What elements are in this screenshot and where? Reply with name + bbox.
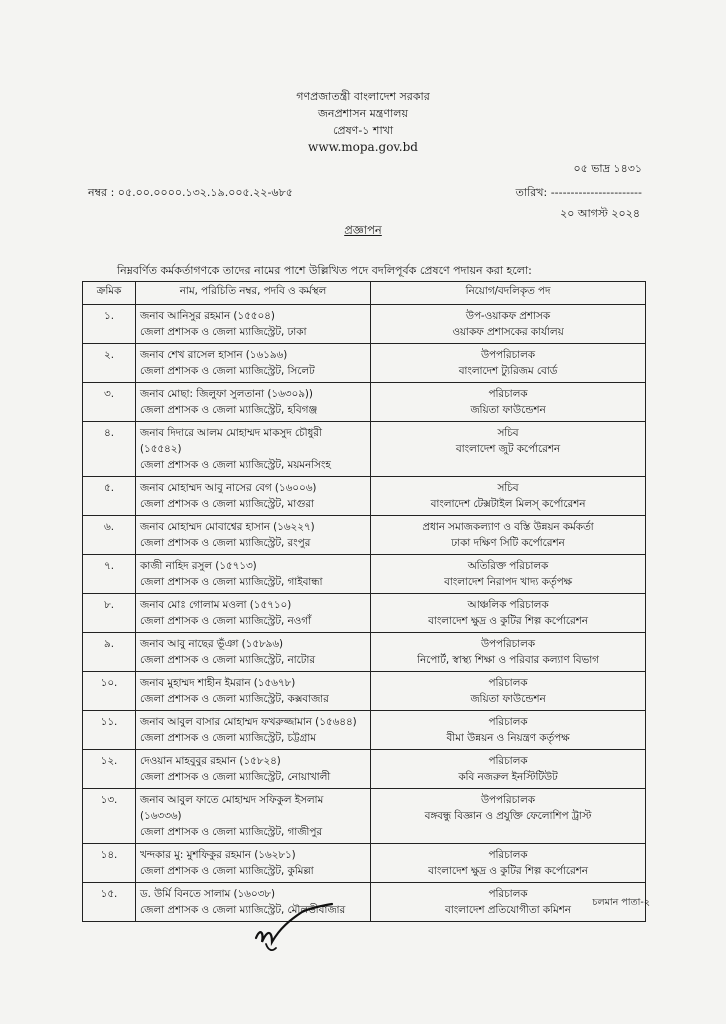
post-organization: জয়িতা ফাউন্ডেশন: [470, 404, 546, 416]
officer-name: জনাব মোছা: জিলুফা সুলতানা (১৬৩০৯)): [140, 388, 313, 400]
officer-cell: [136, 305, 371, 344]
post-cell: [371, 344, 646, 383]
officer-detail: জেলা প্রশাসক ও জেলা ম্যাজিস্ট্রেট, হবিগঞ্জ: [140, 404, 318, 416]
table-row: [83, 422, 646, 477]
table-row: [83, 344, 646, 383]
signature: [250, 898, 340, 958]
post-cell: [371, 633, 646, 672]
post-organization: বাংলাদেশ ক্ষুদ্র ও কুটির শিল্প কর্পোরেশন: [428, 615, 588, 627]
serial-cell: ১.: [83, 305, 136, 344]
serial-cell: ১৪.: [83, 844, 136, 883]
post-cell: [371, 555, 646, 594]
officer-detail: জেলা প্রশাসক ও জেলা ম্যাজিস্ট্রেট, চট্টগ্রাম: [140, 732, 316, 744]
officer-cell: [136, 594, 371, 633]
officer-detail: (১৬৩৩৬): [140, 810, 182, 822]
officer-cell: [136, 383, 371, 422]
table-body: [83, 305, 646, 922]
table-row: [83, 594, 646, 633]
post-organization: বাংলাদেশ প্রতিযোগীতা কমিশন: [445, 904, 571, 916]
officer-detail: জেলা প্রশাসক ও জেলা ম্যাজিস্ট্রেট, নোয়াখালী: [140, 771, 331, 783]
post-cell: [371, 750, 646, 789]
officer-cell: [136, 477, 371, 516]
table-row: [83, 516, 646, 555]
date-gregorian: ২০ আগস্ট ২০২৪: [560, 207, 640, 220]
post-title: পরিচালক: [488, 677, 528, 689]
post-organization: বঙ্গবন্ধু বিজ্ঞান ও প্রযুক্তি ফেলোশিপ ট্রাস্ট: [424, 810, 592, 822]
intro-text: নিম্নবর্ণিত কর্মকর্তাগণকে তাদের নামের পাশে উল্লিখিত পদে বদলিপূর্বক প্রেষণে পদায়ন করা হলো:: [117, 264, 532, 277]
serial-cell: ১২.: [83, 750, 136, 789]
date-bengali-calendar: ০৫ ভাদ্র ১৪৩১: [573, 162, 642, 175]
officer-detail: জেলা প্রশাসক ও জেলা ম্যাজিস্ট্রেট, মাগুরা: [140, 498, 314, 510]
officer-cell: [136, 789, 371, 844]
post-title: উপপরিচালক: [480, 638, 536, 650]
header-serial: ক্রমিক: [83, 282, 136, 305]
table-row: [83, 750, 646, 789]
post-title: পরিচালক: [488, 755, 528, 767]
post-organization: জয়িতা ফাউন্ডেশন: [470, 693, 546, 705]
post-organization: ওয়াকফ প্রশাসকের কার্যালয়: [452, 326, 564, 338]
officer-name: জনাব আবুল বাসার মোহাম্মদ ফখরুজ্জামান (১৫৬৪৪): [140, 716, 357, 728]
post-title: অতিরিক্ত পরিচালক: [467, 560, 549, 572]
post-organization: বাংলাদেশ ক্ষুদ্র ও কুটির শিল্প কর্পোরেশন: [428, 865, 588, 877]
officer-cell: [136, 633, 371, 672]
memo-number: নম্বর : ০৫.০০.০০০০.১৩২.১৯.০০৫.২২-৬৮৫: [88, 186, 293, 199]
officer-detail: জেলা প্রশাসক ও জেলা ম্যাজিস্ট্রেট, গাজীপুর: [140, 826, 323, 838]
officer-detail: জেলা প্রশাসক ও জেলা ম্যাজিস্ট্রেট, ঢাকা: [140, 326, 307, 338]
notification-title: প্রজ্ঞাপন: [344, 223, 382, 237]
officer-cell: [136, 844, 371, 883]
post-cell: [371, 383, 646, 422]
officer-cell: [136, 422, 371, 477]
officer-cell: [136, 516, 371, 555]
officer-detail: জেলা প্রশাসক ও জেলা ম্যাজিস্ট্রেট, ময়মনসিংহ: [140, 459, 331, 471]
post-organization: বীমা উন্নয়ন ও নিয়ন্ত্রণ কর্তৃপক্ষ: [446, 732, 570, 744]
table-row: [83, 844, 646, 883]
officer-detail: জেলা প্রশাসক ও জেলা ম্যাজিস্ট্রেট, নাটোর: [140, 654, 316, 666]
serial-cell: ৮.: [83, 594, 136, 633]
serial-cell: ৪.: [83, 422, 136, 477]
post-title: উপপরিচালক: [480, 349, 536, 361]
post-title: পরিচালক: [488, 849, 528, 861]
post-organization: বাংলাদেশ জুট কর্পোরেশন: [455, 443, 561, 455]
officer-detail: জেলা প্রশাসক ও জেলা ম্যাজিস্ট্রেট, কুমিল্লা: [140, 865, 314, 877]
serial-cell: ১১.: [83, 711, 136, 750]
officer-detail: জেলা প্রশাসক ও জেলা ম্যাজিস্ট্রেট, মৌলভীবাজার: [140, 904, 346, 916]
post-cell: [371, 711, 646, 750]
officer-detail: জেলা প্রশাসক ও জেলা ম্যাজিস্ট্রেট, সিলেট: [140, 365, 315, 377]
post-title: প্রধান সমাজকল্যাণ ও বস্তি উন্নয়ন কর্মকর্তা: [422, 521, 594, 533]
serial-cell: ৭.: [83, 555, 136, 594]
officer-name: জনাব মোহাম্মদ আবু নাসের বেগ (১৬০০৬): [140, 482, 317, 494]
officer-name: ড. উর্মি বিনতে সালাম (১৬০৩৮): [140, 888, 275, 900]
officer-name: জনাব মোঃ গোলাম মওলা (১৫৭১০): [140, 599, 292, 611]
officer-name: জনাব মোহাম্মদ মোবাশ্বের হাসান (১৬২২৭): [140, 521, 315, 533]
officer-cell: [136, 555, 371, 594]
section-name: প্রেষণ-১ শাখা: [332, 124, 394, 137]
officer-name: জনাব মুহাম্মদ শাহীন ইমরান (১৫৬৭৮): [140, 677, 296, 689]
officer-name: জনাব শেখ রাসেল হাসান (১৬১৯৬): [140, 349, 288, 361]
website: www.mopa.gov.bd: [308, 140, 418, 154]
post-cell: [371, 422, 646, 477]
table-row: [83, 883, 646, 922]
table-row: [83, 477, 646, 516]
table-row: [83, 672, 646, 711]
post-title: পরিচালক: [488, 388, 528, 400]
officer-detail: জেলা প্রশাসক ও জেলা ম্যাজিস্ট্রেট, গাইবান্ধা: [140, 576, 323, 588]
officer-detail: জেলা প্রশাসক ও জেলা ম্যাজিস্ট্রেট, রংপুর: [140, 537, 311, 549]
table-row: [83, 383, 646, 422]
officer-name: দেওয়ান মাহবুবুর রহমান (১৫৮২৪): [140, 755, 281, 767]
officer-cell: [136, 711, 371, 750]
post-title: সচিব: [497, 427, 519, 439]
government-name: গণপ্রজাতন্ত্রী বাংলাদেশ সরকার: [296, 90, 430, 103]
post-cell: [371, 789, 646, 844]
post-organization: নিপোর্ট, স্বাস্থ্য শিক্ষা ও পরিবার কল্যাণ বিভাগ: [417, 654, 599, 666]
post-cell: [371, 594, 646, 633]
header-name: নাম, পরিচিতি নম্বর, পদবি ও কর্মস্থল: [136, 282, 371, 305]
officer-cell: [136, 672, 371, 711]
officer-name: কাজী নাহিদ রসুল (১৫৭১৩): [140, 560, 257, 572]
post-title: পরিচালক: [488, 888, 528, 900]
post-cell: [371, 844, 646, 883]
transfer-table: [82, 281, 646, 922]
table-row: [83, 305, 646, 344]
post-cell: [371, 516, 646, 555]
table-row: [83, 633, 646, 672]
serial-cell: ১০.: [83, 672, 136, 711]
officer-name: জনাব আনিসুর রহমান (১৫৫০৪): [140, 310, 275, 322]
table-row: [83, 555, 646, 594]
serial-cell: ৫.: [83, 477, 136, 516]
post-organization: বাংলাদেশ নিরাপদ খাদ্য কর্তৃপক্ষ: [444, 576, 572, 588]
officer-cell: [136, 344, 371, 383]
post-title: আঞ্চলিক পরিচালক: [467, 599, 549, 611]
table-row: [83, 789, 646, 844]
post-title: উপ-ওয়াকফ প্রশাসক: [465, 310, 551, 322]
post-title: সচিব: [497, 482, 519, 494]
serial-cell: ৯.: [83, 633, 136, 672]
officer-name: জনাব দিদারে আলম মোহাম্মদ মাকসুদ চৌধুরী (১৫৫৪২): [140, 427, 322, 455]
serial-cell: ২.: [83, 344, 136, 383]
post-organization: কবি নজরুল ইনস্টিটিউট: [458, 771, 558, 783]
post-organization: বাংলাদেশ ট্যুরিজম বোর্ড: [458, 365, 558, 377]
officer-name: খন্দকার মু: মুশফিকুর রহমান (১৬২৮১): [140, 849, 296, 861]
officer-name: জনাব আবুল ফাতে মোহাম্মদ সফিকুল ইসলাম: [140, 794, 324, 806]
continued-page-note: চলমান পাতা-২: [592, 897, 650, 908]
serial-cell: ১৫.: [83, 883, 136, 922]
officer-detail: জেলা প্রশাসক ও জেলা ম্যাজিস্ট্রেট, নওগাঁ: [140, 615, 311, 627]
post-organization: বাংলাদেশ টেক্সটাইল মিলস্ কর্পোরেশন: [430, 498, 586, 510]
table-row: [83, 711, 646, 750]
post-cell: [371, 305, 646, 344]
post-title: উপপরিচালক: [480, 794, 536, 806]
ministry-name: জনপ্রশাসন মন্ত্রণালয়: [318, 107, 408, 120]
post-title: পরিচালক: [488, 716, 528, 728]
serial-cell: ৬.: [83, 516, 136, 555]
serial-cell: ১৩.: [83, 789, 136, 844]
post-cell: [371, 477, 646, 516]
post-cell: [371, 672, 646, 711]
officer-cell: [136, 750, 371, 789]
serial-cell: ৩.: [83, 383, 136, 422]
officer-name: জনাব আবু নাছের ভূঁঞা (১৫৮৯৬): [140, 638, 284, 650]
post-organization: ঢাকা দক্ষিণ সিটি কর্পোরেশন: [451, 537, 565, 549]
header-post: নিয়োগ/বদলিকৃত পদ: [371, 282, 646, 305]
officer-detail: জেলা প্রশাসক ও জেলা ম্যাজিস্ট্রেট, কক্সবাজার: [140, 693, 329, 705]
date-label: তারিখ: -----------------------: [515, 186, 642, 199]
letterhead: [0, 88, 726, 156]
table-header-row: [83, 282, 646, 305]
